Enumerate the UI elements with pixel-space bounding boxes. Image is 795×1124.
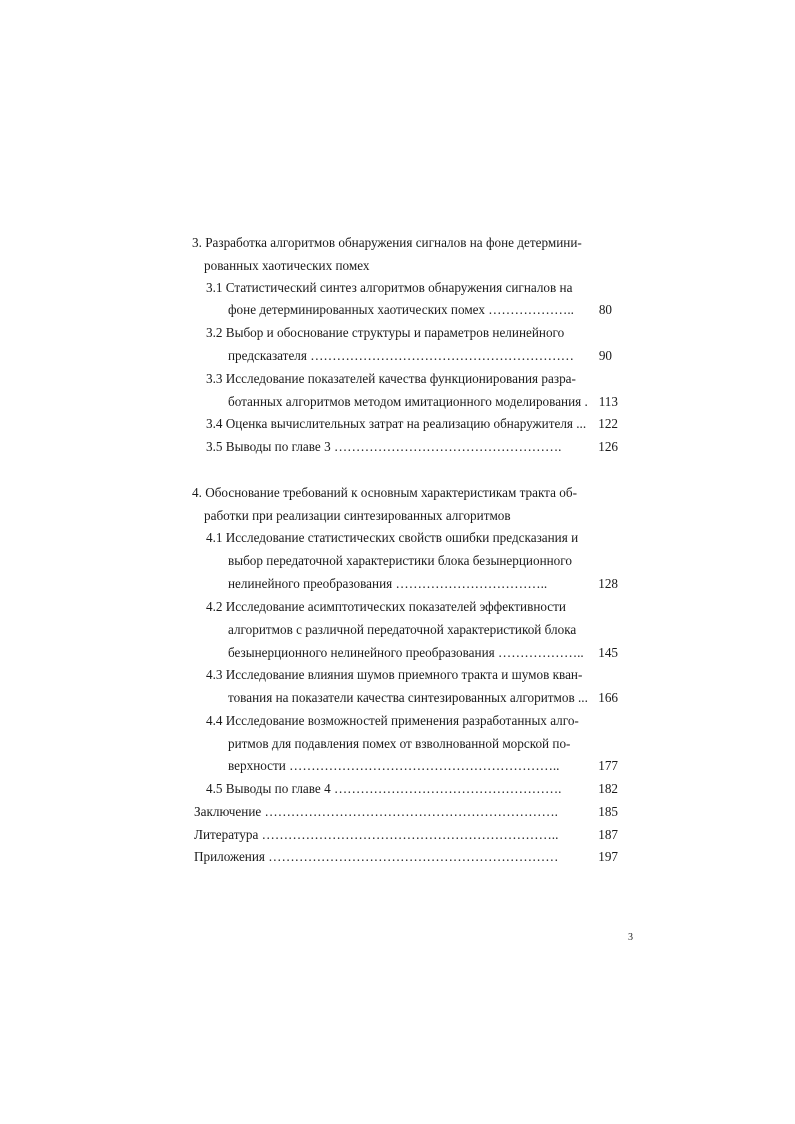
toc-section-4-4-line-1: 4.4 Исследование возможностей применения разработанных алго- (206, 713, 579, 728)
toc-section-4-2-line-1: 4.2 Исследование асимптотических показателей эффективности (206, 599, 566, 614)
toc-literature: Литература ………………………………………………………….. (194, 827, 559, 842)
toc-section-4-5-line-1: 4.5 Выводы по главе 4 ……………………………………………. (206, 781, 562, 796)
toc-section-3-3-line-1: 3.3 Исследование показателей качества функционирования разра- (206, 371, 576, 386)
toc-section-4-4-line-3: верхности …………………………………………………….. (228, 758, 560, 773)
toc-chapter-4-title-line-1: 4. Обоснование требований к основным характеристикам тракта об- (192, 485, 577, 500)
toc-section-4-3-line-1: 4.3 Исследование влияния шумов приемного тракта и шумов кван- (206, 667, 583, 682)
toc-section-4-1-page: 128 (598, 576, 618, 591)
page-number: 3 (628, 932, 633, 943)
toc-section-4-1-line-1: 4.1 Исследование статистических свойств ошибки предсказания и (206, 530, 579, 545)
toc-section-4-4-line-2: ритмов для подавления помех от взволнованной морской по- (228, 736, 571, 751)
toc-section-3-5-page: 126 (598, 439, 618, 454)
toc-section-4-2-line-3: безынерционного нелинейного преобразования ……………….. (228, 645, 584, 660)
toc-section-4-3-line-2: тования на показатели качества синтезированных алгоритмов ... (228, 690, 588, 705)
toc-chapter-3-title-line-1: 3. Разработка алгоритмов обнаружения сигналов на фоне детермини- (192, 235, 582, 250)
toc-section-3-4-line-1: 3.4 Оценка вычислительных затрат на реализацию обнаружителя ... (206, 416, 587, 431)
toc-chapter-3-title-line-2: рованных хаотических помех (204, 258, 370, 273)
toc-section-3-4-page: 122 (598, 416, 618, 431)
toc-section-3-1-line-2: фоне детерминированных хаотических помех ……………….. (228, 302, 574, 317)
toc-section-3-2-line-1: 3.2 Выбор и обоснование структуры и параметров нелинейного (206, 325, 565, 340)
toc-literature-page: 187 (598, 827, 618, 842)
toc-section-4-2-page: 145 (598, 645, 618, 660)
toc-section-3-5-line-1: 3.5 Выводы по главе 3 ……………………………………………. (206, 439, 562, 454)
toc-section-4-4-page: 177 (598, 758, 618, 773)
toc-section-4-3-page: 166 (598, 690, 618, 705)
toc-section-4-1-line-2: выбор передаточной характеристики блока безынерционного (228, 553, 572, 568)
toc-section-3-2-line-2: предсказателя …………………………………………………… (228, 348, 574, 363)
toc-section-4-5-page: 182 (598, 781, 618, 796)
toc-conclusion: Заключение …………………………………………………………. (194, 804, 558, 819)
toc-section-3-2-page: 90 (598, 348, 612, 363)
toc-section-4-1-line-3: нелинейного преобразования …………………………….. (228, 576, 548, 591)
toc-section-4-2-line-2: алгоритмов с различной передаточной характеристикой блока (228, 622, 577, 637)
toc-section-3-3-line-2: ботанных алгоритмов методом имитационного моделирования . (228, 394, 588, 409)
toc-section-3-3-page: 113 (598, 394, 618, 409)
toc-section-3-1-page: 80 (598, 302, 612, 317)
toc-appendices: Приложения ………………………………………………………… (194, 849, 559, 864)
toc-section-3-1-line-1: 3.1 Статистический синтез алгоритмов обнаружения сигналов на (206, 280, 573, 295)
toc-appendices-page: 197 (598, 849, 618, 864)
toc-conclusion-page: 185 (598, 804, 618, 819)
toc-chapter-4-title-line-2: работки при реализации синтезированных алгоритмов (204, 508, 511, 523)
